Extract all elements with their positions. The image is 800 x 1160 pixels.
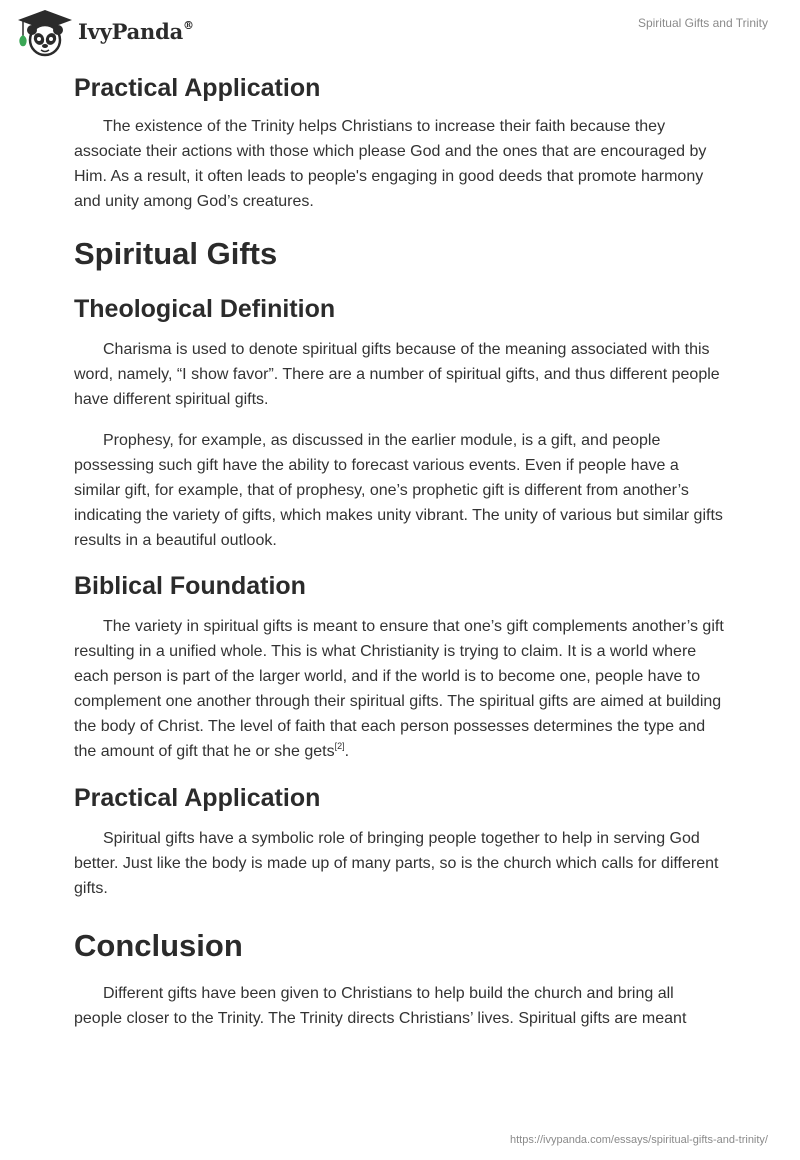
brand-name[interactable]: IvyPanda® — [78, 19, 194, 44]
section-heading-practical-application: Practical Application — [74, 74, 321, 102]
document-title: Spiritual Gifts and Trinity — [637, 16, 768, 30]
panda-logo-icon[interactable] — [14, 8, 76, 58]
essay-content — [74, 70, 726, 1031]
section-heading-theological-definition: Theological Definition — [74, 295, 336, 323]
footnote-ref-link[interactable]: [2] — [334, 741, 345, 751]
section-heading-biblical-foundation: Biblical Foundation — [74, 572, 306, 600]
paragraph: Spiritual gifts have a symbolic role of bringing people together to help in serving God better. Just like the body is made up of many parts, so is the church which calls for different gifts. — [74, 830, 719, 897]
paragraph: The variety in spiritual gifts is meant to ensure that one’s gift complements another’s gift resulting in a unified whole. This is what Christianity is trying to claim. It is a world where each person is part of the larger world, and if the world is to become one, people have to complement one another through their spiritual gifts. The spiritual gifts are aimed at building the body of Christ. The level of faith that each person possesses determines the type and the amount of gift that he or she gets[2]. — [74, 618, 724, 760]
page-header — [0, 0, 800, 64]
section-title-spiritual-gifts: Spiritual Gifts — [74, 236, 278, 271]
paragraph: Different gifts have been given to Christians to help build the church and bring all people closer to the Trinity. The Trinity directs Christians’ lives. Spiritual gifts are meant — [74, 985, 687, 1027]
footer-url[interactable]: https://ivypanda.com/essays/spiritual-gifts-and-trinity/ — [510, 1134, 768, 1146]
paragraph: The existence of the Trinity helps Christians to increase their faith because they associate their actions with those which please God and the ones that are encouraged by Him. As a result, it often leads to people's engaging in good deeds that promote harmony and unity among God’s creatures. — [74, 118, 707, 210]
section-title-conclusion: Conclusion — [74, 928, 243, 963]
section-heading-practical-application: Practical Application — [74, 784, 321, 812]
paragraph: Prophesy, for example, as discussed in the earlier module, is a gift, and people possessing such gift have the ability to forecast various events. Even if people have a similar gift, for example, that of prophesy, one’s prophetic gift is different from another’s indicating the variety of gifts, which makes unity vibrant. The unity of various but similar gifts results in a beautiful outlook. — [74, 432, 723, 549]
paragraph: Charisma is used to denote spiritual gifts because of the meaning associated with this word, namely, “I show favor”. There are a number of spiritual gifts, and thus different people have different spiritual gifts. — [74, 341, 720, 408]
